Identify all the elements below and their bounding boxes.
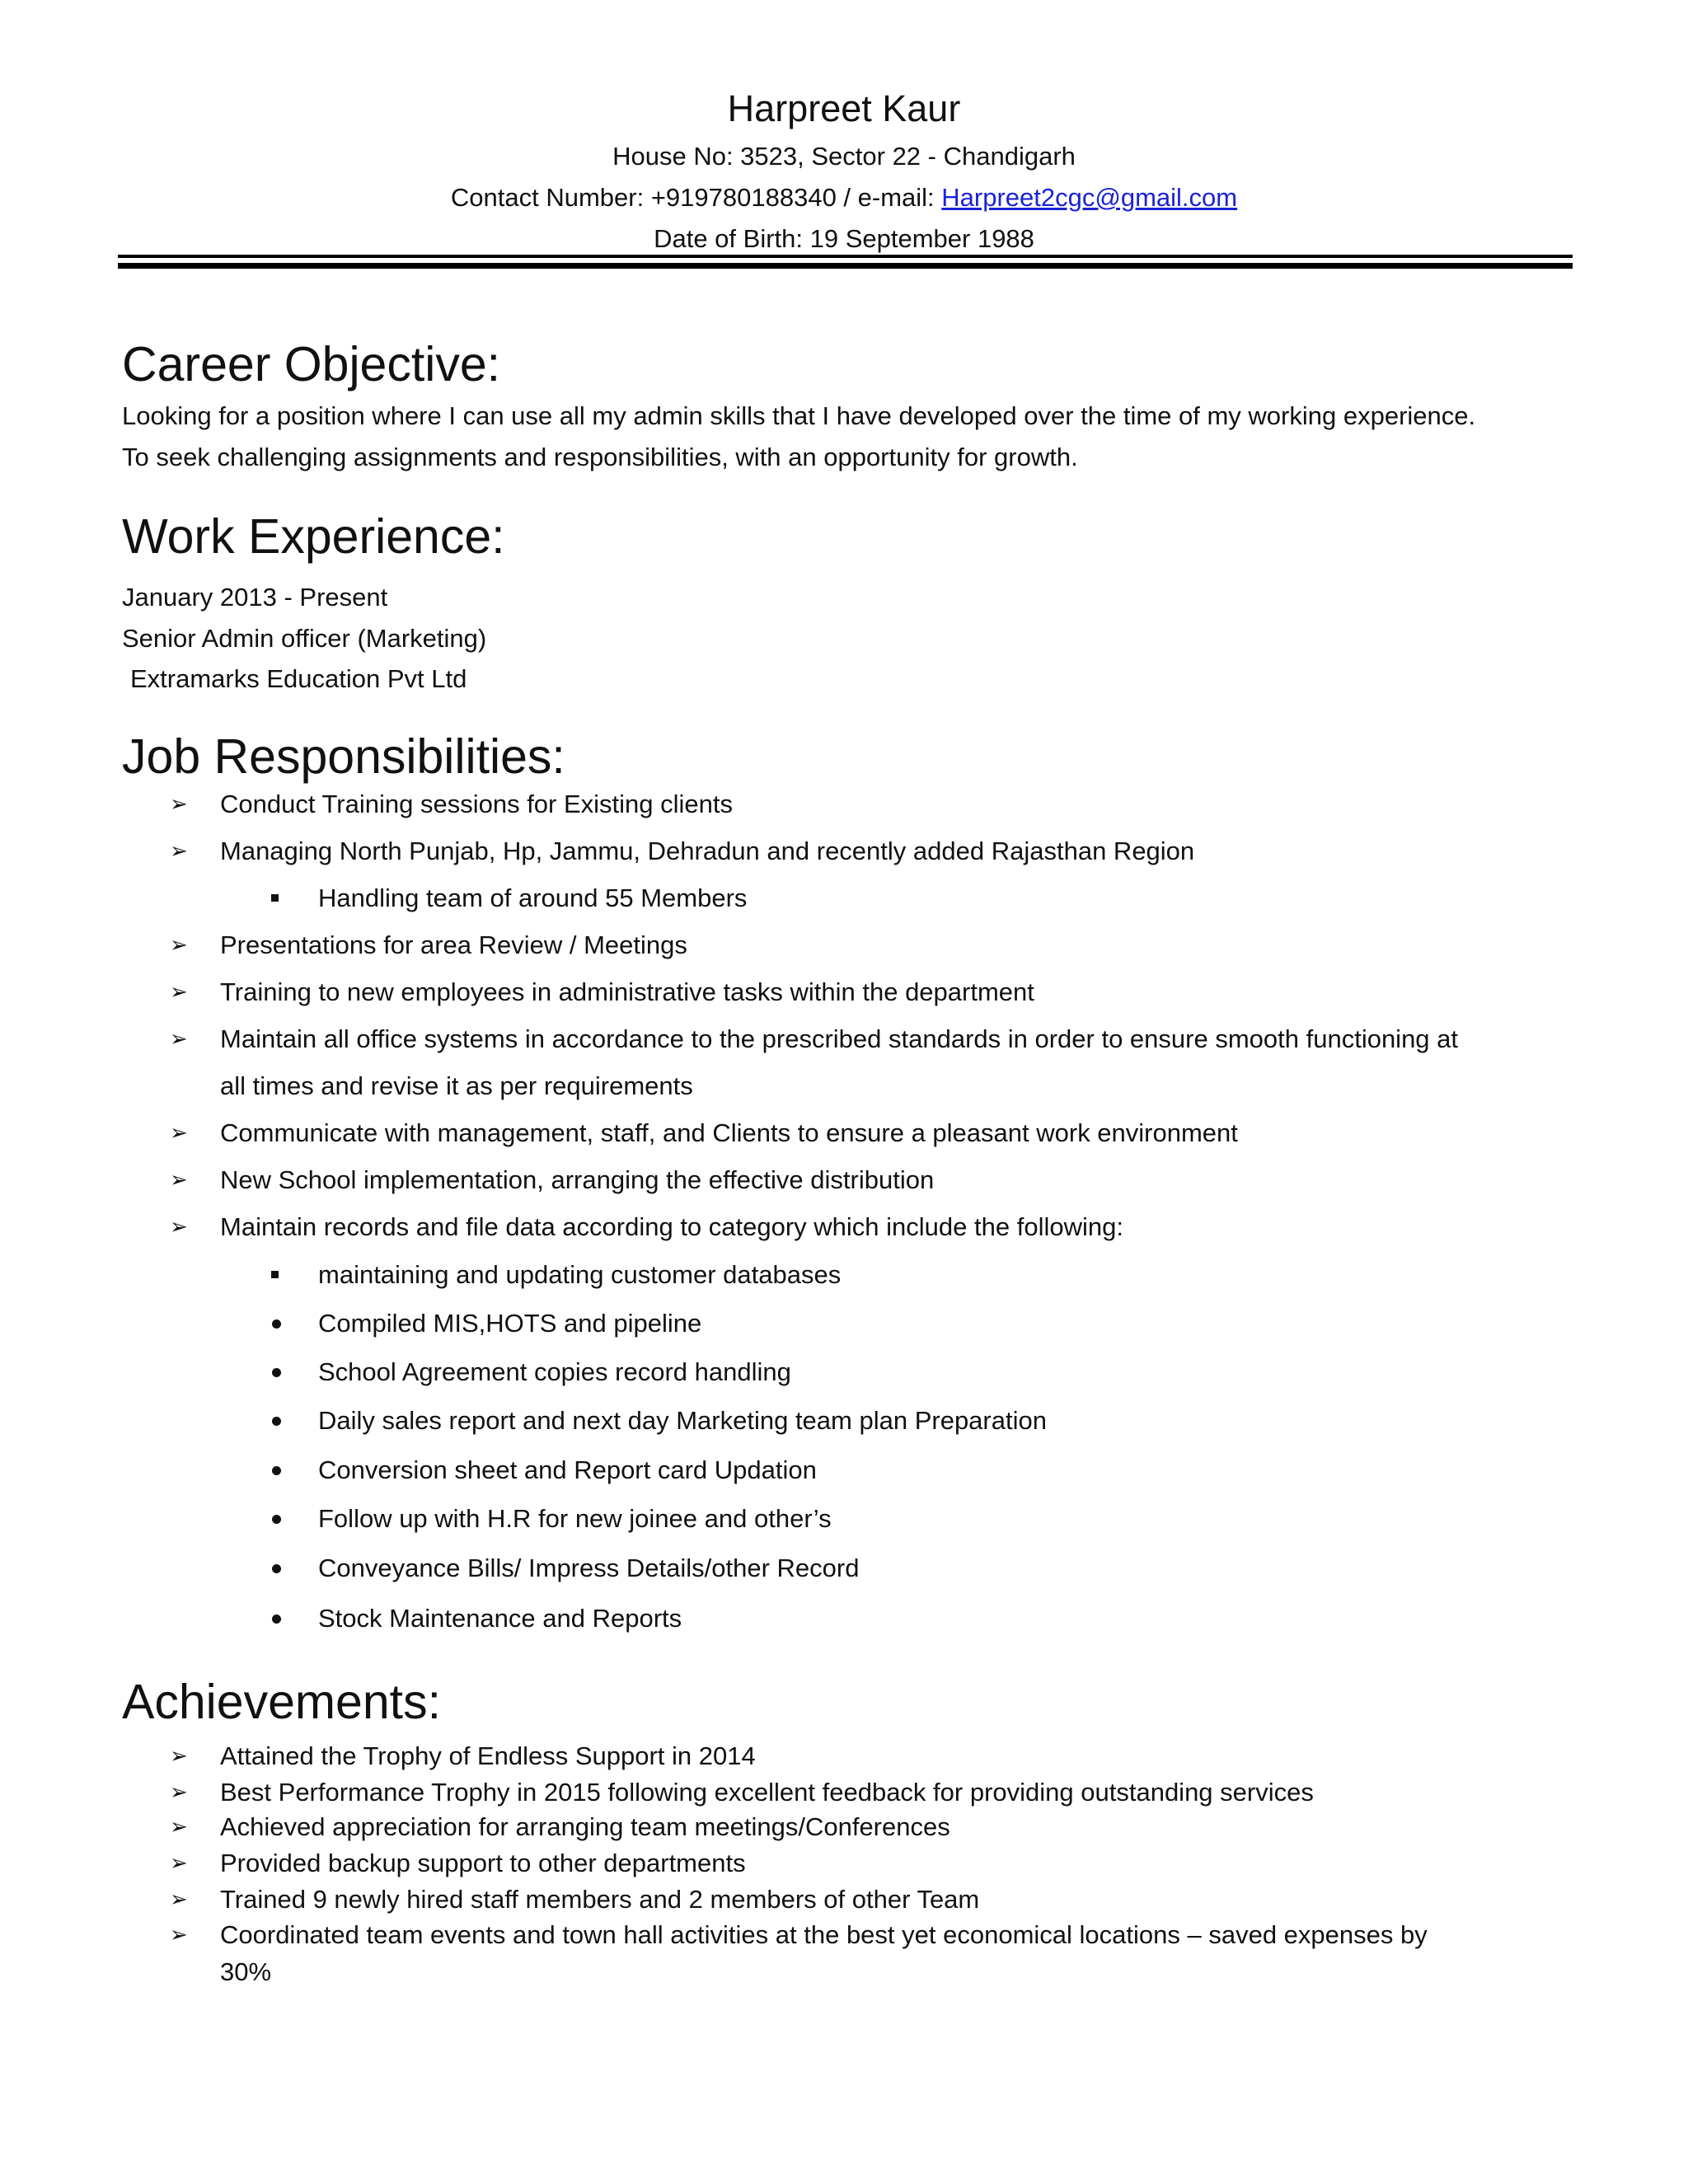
list-item: New School implementation, arranging the effective distribution — [220, 1165, 935, 1194]
dot-bullet-icon — [272, 1417, 281, 1426]
dot-bullet-icon — [272, 1515, 281, 1524]
list-item: Trained 9 newly hired staff members and 2 members of other Team — [220, 1885, 980, 1914]
arrow-bullet-icon: ➢ — [170, 979, 188, 1004]
work-experience-heading: Work Experience: — [122, 509, 505, 564]
list-item: Best Performance Trophy in 2015 following excellent feedback for providing outstanding services — [220, 1778, 1314, 1807]
arrow-bullet-icon: ➢ — [170, 1214, 188, 1239]
contact-line — [0, 183, 1688, 213]
career-objective-heading: Career Objective: — [122, 337, 501, 391]
list-item: Compiled MIS,HOTS and pipeline — [318, 1309, 702, 1338]
dot-bullet-icon — [272, 1564, 281, 1573]
list-item: Conveyance Bills/ Impress Details/other Record — [318, 1554, 860, 1582]
arrow-bullet-icon: ➢ — [170, 1886, 188, 1911]
list-item: Training to new employees in administrative tasks within the department — [220, 977, 1034, 1006]
contact-number: Contact Number: +919780188340 / e-mail: — [450, 183, 942, 212]
company-name: Extramarks Education Pvt Ltd — [130, 664, 467, 693]
arrow-bullet-icon: ➢ — [170, 791, 188, 816]
arrow-bullet-icon: ➢ — [170, 1779, 188, 1804]
square-bullet-icon — [271, 894, 279, 902]
job-title: Senior Admin officer (Marketing) — [122, 624, 487, 653]
candidate-name: Harpreet Kaur — [727, 87, 961, 129]
list-item: Managing North Punjab, Hp, Jammu, Dehradun and recently added Rajasthan Region — [220, 837, 1195, 865]
achievements-heading: Achievements: — [122, 1675, 441, 1729]
career-objective-line-1: Looking for a position where I can use all my admin skills that I have developed over the time of my working experience. — [122, 401, 1476, 430]
dot-bullet-icon — [272, 1615, 281, 1624]
square-bullet-icon — [271, 1271, 279, 1278]
career-objective-line-2: To seek challenging assignments and responsibilities, with an opportunity for growth. — [122, 443, 1078, 471]
arrow-bullet-icon: ➢ — [170, 1922, 188, 1947]
email-link[interactable]: Harpreet2cgc@gmail.com — [941, 183, 1238, 212]
list-item: Stock Maintenance and Reports — [318, 1604, 682, 1633]
list-item: Provided backup support to other departments — [220, 1849, 746, 1877]
job-responsibilities-heading: Job Responsibilities: — [122, 729, 565, 784]
header-divider-thick — [118, 263, 1573, 269]
list-item: Maintain all office systems in accordance to the prescribed standards in order to ensure smooth functioning at — [220, 1024, 1459, 1053]
arrow-bullet-icon: ➢ — [170, 1850, 188, 1875]
arrow-bullet-icon: ➢ — [170, 1814, 188, 1839]
list-item: Daily sales report and next day Marketing team plan Preparation — [318, 1406, 1047, 1435]
work-period: January 2013 - Present — [122, 583, 388, 612]
list-item: Presentations for area Review / Meetings — [220, 930, 687, 959]
date-of-birth: Date of Birth: 19 September 1988 — [654, 224, 1034, 253]
list-item: Communicate with management, staff, and Clients to ensure a pleasant work environment — [220, 1118, 1238, 1147]
list-item: Handling team of around 55 Members — [318, 883, 748, 912]
header-divider — [118, 255, 1573, 258]
list-item: Follow up with H.R for new joinee and other’s — [318, 1504, 832, 1533]
list-item: Coordinated team events and town hall activities at the best yet economical locations – saved expenses by — [220, 1920, 1428, 1949]
dot-bullet-icon — [272, 1319, 281, 1329]
arrow-bullet-icon: ➢ — [170, 1120, 188, 1145]
list-item: maintaining and updating customer databases — [318, 1260, 842, 1289]
arrow-bullet-icon: ➢ — [170, 1743, 188, 1768]
list-item: Conversion sheet and Report card Updation — [318, 1455, 817, 1484]
arrow-bullet-icon: ➢ — [170, 1167, 188, 1192]
list-item-continuation: 30% — [220, 1957, 272, 1986]
list-item: Achieved appreciation for arranging team meetings/Conferences — [220, 1812, 950, 1841]
dot-bullet-icon — [272, 1368, 281, 1377]
list-item-continuation: all times and revise it as per requirements — [220, 1071, 693, 1100]
list-item: School Agreement copies record handling — [318, 1357, 791, 1386]
list-item: Maintain records and file data according to category which include the following: — [220, 1212, 1123, 1241]
list-item: Conduct Training sessions for Existing clients — [220, 790, 734, 818]
address-line: House No: 3523, Sector 22 - Chandigarh — [612, 142, 1076, 171]
arrow-bullet-icon: ➢ — [170, 838, 188, 863]
dot-bullet-icon — [272, 1466, 281, 1475]
arrow-bullet-icon: ➢ — [170, 932, 188, 957]
arrow-bullet-icon: ➢ — [170, 1026, 188, 1051]
list-item: Attained the Trophy of Endless Support in 2014 — [220, 1741, 756, 1770]
